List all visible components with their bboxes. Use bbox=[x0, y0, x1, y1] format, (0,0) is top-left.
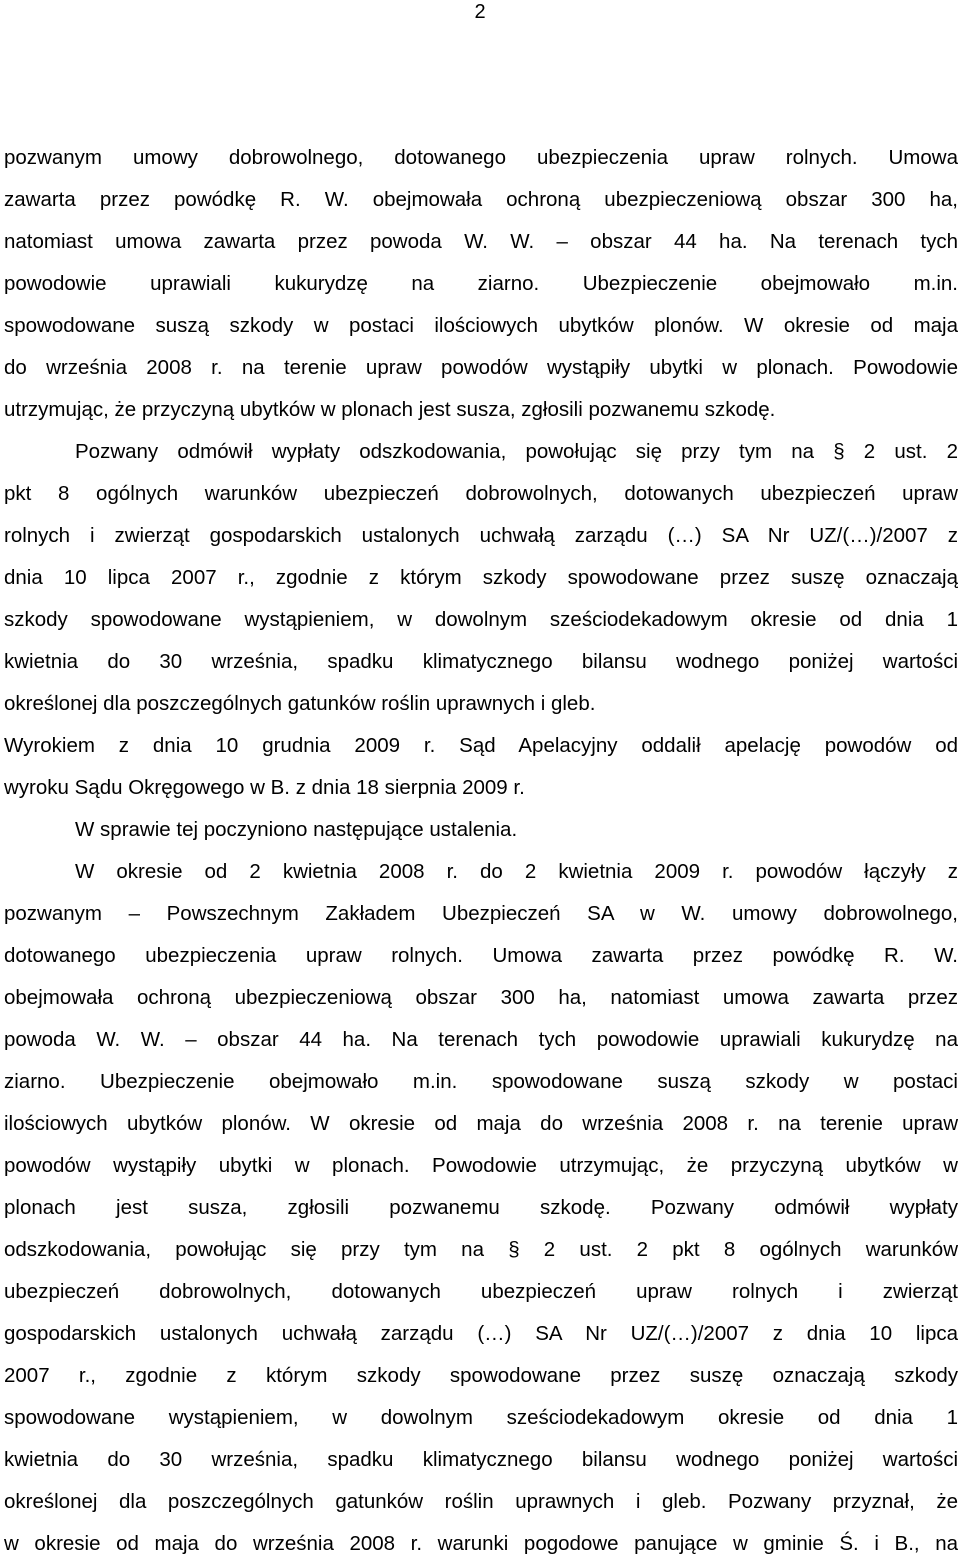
text-line: natomiast umowa zawarta przez powoda W. W. – obszar 44 ha. Na terenach tych bbox=[4, 230, 958, 253]
text-line: ziarno. Ubezpieczenie obejmowało m.in. spowodowane suszą szkody w postaci bbox=[4, 1070, 958, 1093]
text-line: powodowie uprawiali kukurydzę na ziarno. Ubezpieczenie obejmowało m.in. bbox=[4, 272, 958, 295]
text-line: określonej dla poszczególnych gatunków roślin uprawnych i gleb. Pozwany przyznał, że bbox=[4, 1490, 958, 1513]
text-line: obejmowała ochroną ubezpieczeniową obszar 300 ha, natomiast umowa zawarta przez bbox=[4, 986, 958, 1009]
text-line: wyroku Sądu Okręgowego w B. z dnia 18 sierpnia 2009 r. bbox=[4, 776, 525, 799]
text-line: spowodowane wystąpieniem, w dowolnym sześciodekadowym okresie od dnia 1 bbox=[4, 1406, 958, 1429]
page-number: 2 bbox=[474, 1, 486, 23]
text-line: kwietnia do 30 września, spadku klimatycznego bilansu wodnego poniżej wartości bbox=[4, 1448, 958, 1471]
text-line: spowodowane suszą szkody w postaci ilościowych ubytków plonów. W okresie od maja bbox=[4, 314, 958, 337]
text-line: pozwanym umowy dobrowolnego, dotowanego ubezpieczenia upraw rolnych. Umowa bbox=[4, 146, 958, 169]
text-line: odszkodowania, powołując się przy tym na § 2 ust. 2 pkt 8 ogólnych warunków bbox=[4, 1238, 958, 1261]
text-line: ilościowych ubytków plonów. W okresie od maja do września 2008 r. na terenie upraw bbox=[4, 1112, 958, 1135]
text-line: szkody spowodowane wystąpieniem, w dowolnym sześciodekadowym okresie od dnia 1 bbox=[4, 608, 958, 631]
text-line: Wyrokiem z dnia 10 grudnia 2009 r. Sąd Apelacyjny oddalił apelację powodów od bbox=[4, 734, 958, 757]
text-line: powodów wystąpiły ubytki w plonach. Powodowie utrzymując, że przyczyną ubytków w bbox=[4, 1154, 958, 1177]
text-line: W sprawie tej poczyniono następujące ustalenia. bbox=[75, 818, 518, 841]
text-line: gospodarskich ustalonych uchwałą zarządu (…) SA Nr UZ/(…)/2007 z dnia 10 lipca bbox=[4, 1322, 958, 1345]
text-line: powoda W. W. – obszar 44 ha. Na terenach tych powodowie uprawiali kukurydzę na bbox=[4, 1028, 958, 1051]
text-line: plonach jest susza, zgłosili pozwanemu szkodę. Pozwany odmówił wypłaty bbox=[4, 1196, 958, 1219]
text-line: w okresie od maja do września 2008 r. warunki pogodowe panujące w gminie Ś. i B., na bbox=[4, 1532, 958, 1555]
text-line: ubezpieczeń dobrowolnych, dotowanych ubezpieczeń upraw rolnych i zwierząt bbox=[4, 1280, 958, 1303]
text-line: pozwanym – Powszechnym Zakładem Ubezpieczeń SA w W. umowy dobrowolnego, bbox=[4, 902, 958, 925]
text-line: Pozwany odmówił wypłaty odszkodowania, powołując się przy tym na § 2 ust. 2 bbox=[75, 440, 958, 463]
text-line: rolnych i zwierząt gospodarskich ustalonych uchwałą zarządu (…) SA Nr UZ/(…)/2007 z bbox=[4, 524, 958, 547]
text-line: 2007 r., zgodnie z którym szkody spowodowane przez suszę oznaczają szkody bbox=[4, 1364, 958, 1387]
text-line: dotowanego ubezpieczenia upraw rolnych. Umowa zawarta przez powódkę R. W. bbox=[4, 944, 958, 967]
text-line: dnia 10 lipca 2007 r., zgodnie z którym szkody spowodowane przez suszę oznaczają bbox=[4, 566, 958, 589]
text-line: pkt 8 ogólnych warunków ubezpieczeń dobrowolnych, dotowanych ubezpieczeń upraw bbox=[4, 482, 958, 505]
document-body bbox=[4, 137, 958, 1565]
text-line: do września 2008 r. na terenie upraw powodów wystąpiły ubytki w plonach. Powodowie bbox=[4, 356, 958, 379]
text-line: kwietnia do 30 września, spadku klimatycznego bilansu wodnego poniżej wartości bbox=[4, 650, 958, 673]
text-line: zawarta przez powódkę R. W. obejmowała ochroną ubezpieczeniową obszar 300 ha, bbox=[4, 188, 958, 211]
text-line: określonej dla poszczególnych gatunków roślin uprawnych i gleb. bbox=[4, 692, 596, 715]
text-line: W okresie od 2 kwietnia 2008 r. do 2 kwietnia 2009 r. powodów łączyły z bbox=[75, 860, 958, 883]
text-line: utrzymując, że przyczyną ubytków w plonach jest susza, zgłosili pozwanemu szkodę. bbox=[4, 398, 776, 421]
